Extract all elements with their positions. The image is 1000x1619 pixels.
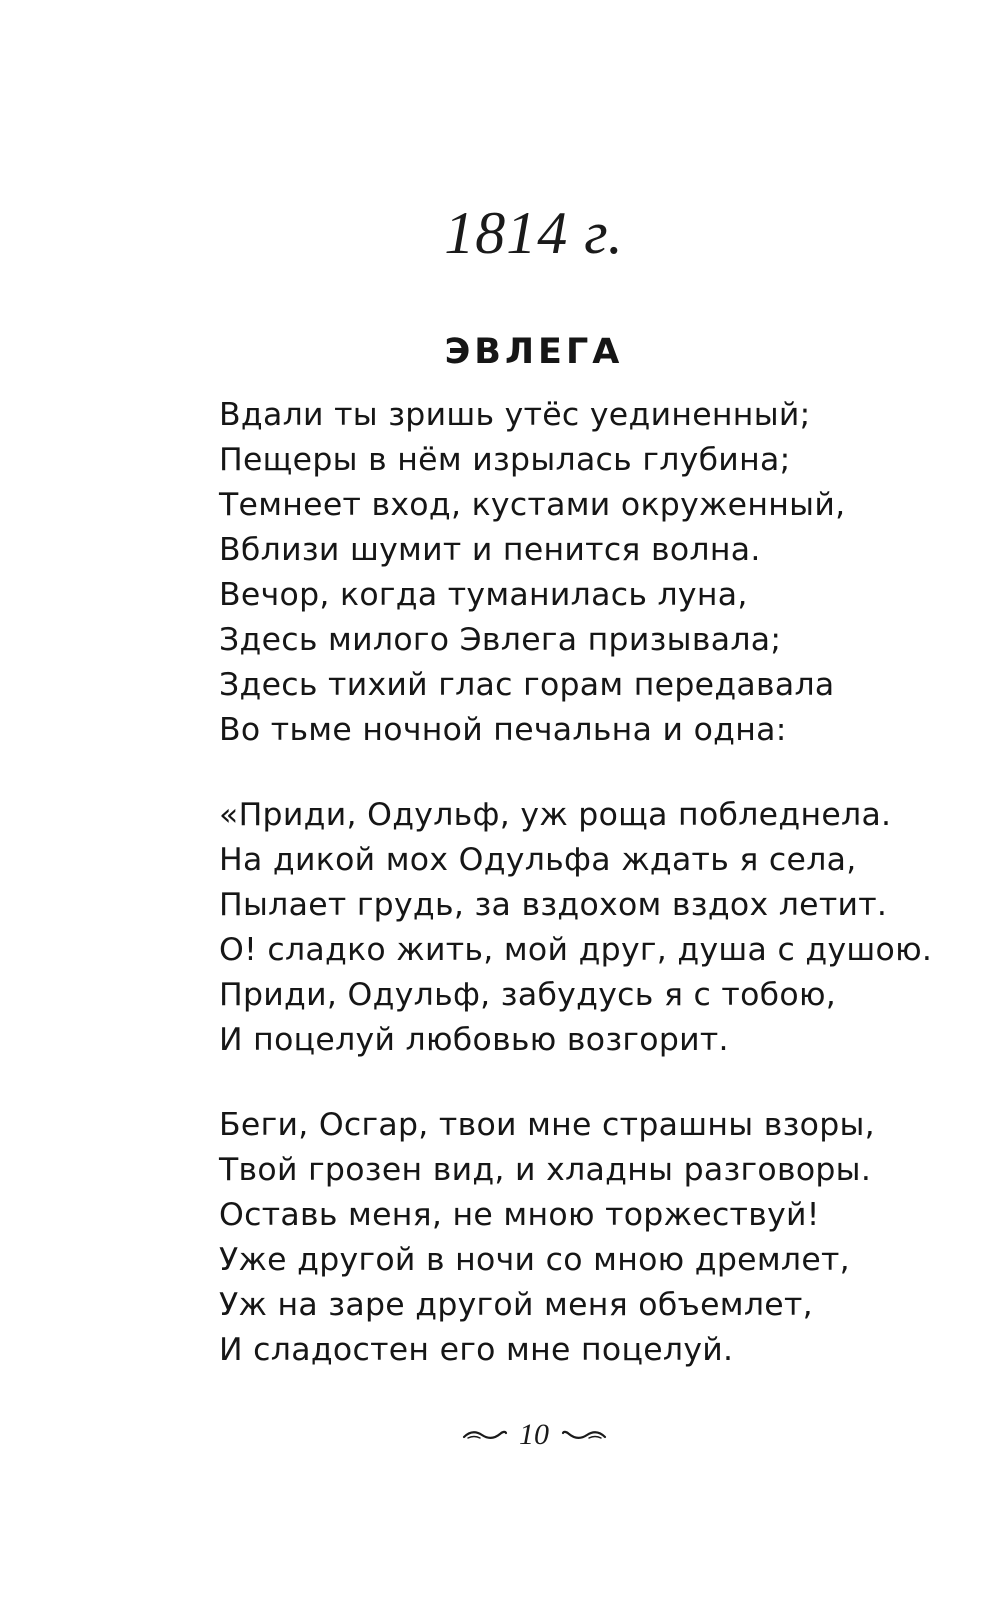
poem-line: И поцелуй любовью возгорит. bbox=[219, 1022, 729, 1058]
page-number: 10 bbox=[519, 1418, 549, 1452]
poem-line: Здесь милого Эвлега призывала; bbox=[219, 622, 782, 658]
poem-line: И сладостен его мне поцелуй. bbox=[219, 1332, 734, 1368]
poem-line: Пылает грудь, за вздохом вздох летит. bbox=[219, 887, 888, 923]
poem-line: «Приди, Одульф, уж роща побледнела. bbox=[219, 797, 892, 833]
poem-line: Оставь меня, не мною торжествуй! bbox=[219, 1197, 820, 1233]
stanza-3 bbox=[219, 1103, 979, 1373]
section-year-heading: 1814 г. bbox=[444, 200, 624, 266]
poem-body bbox=[219, 393, 979, 1373]
poem-line: На дикой мох Одульфа ждать я села, bbox=[219, 842, 857, 878]
page-footer bbox=[0, 1413, 1000, 1455]
stanza-2 bbox=[219, 793, 979, 1063]
right-swash-ornament bbox=[561, 1425, 607, 1445]
poem-line: Вечор, когда туманилась луна, bbox=[219, 577, 748, 613]
poem-line: Приди, Одульф, забудусь я с тобою, bbox=[219, 977, 837, 1013]
poem-line: Уж на заре другой меня объемлет, bbox=[219, 1287, 813, 1323]
poem-line: Вдали ты зришь утёс уединенный; bbox=[219, 397, 811, 433]
poem-line: О! сладко жить, мой друг, душа с душою. bbox=[219, 932, 933, 968]
poem-line: Беги, Осгар, твои мне страшны взоры, bbox=[219, 1107, 875, 1143]
poem-line: Пещеры в нём изрылась глубина; bbox=[219, 442, 791, 478]
poem-line: Твой грозен вид, и хладны разговоры. bbox=[219, 1152, 872, 1188]
stanza-1 bbox=[219, 393, 979, 753]
poem-line: Вблизи шумит и пенится волна. bbox=[219, 532, 761, 568]
poem-line: Темнеет вход, кустами окруженный, bbox=[219, 487, 846, 523]
poem-line: Во тьме ночной печальна и одна: bbox=[219, 712, 787, 748]
left-swash-ornament bbox=[462, 1425, 508, 1445]
poem-line: Уже другой в ночи со мною дремлет, bbox=[219, 1242, 850, 1278]
poem-title: ЭВЛЕГА bbox=[444, 332, 624, 372]
poem-line: Здесь тихий глас горам передавала bbox=[219, 667, 835, 703]
